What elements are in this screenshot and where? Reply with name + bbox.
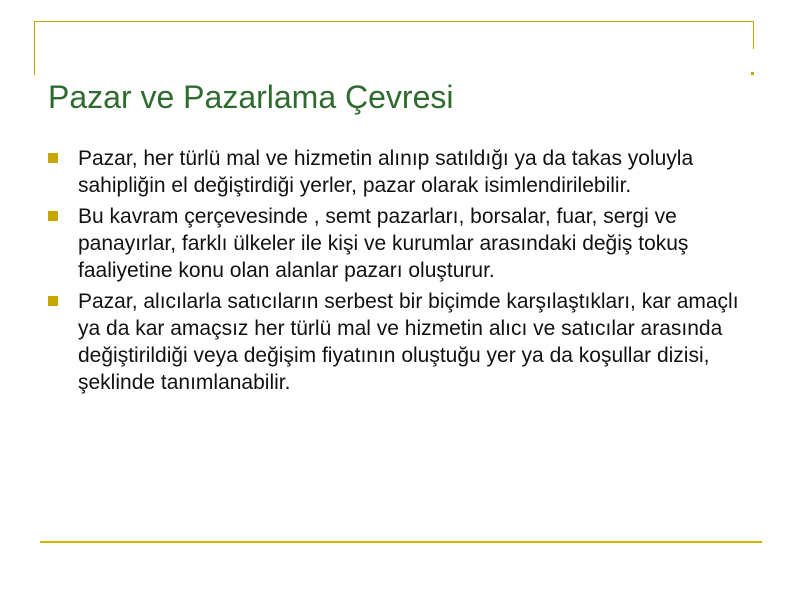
decorative-frame-top xyxy=(34,21,754,22)
bullet-text: Pazar, alıcılarla satıcıların serbest bir biçimde karşılaştıkları, kar amaçlı ya da kar amaçsız her türlü mal ve hizmetin alıcı ve satıcılar arasında değiştirildiği veya değişim fiyatının oluştuğu yer ya da koşullar dizisi, şeklinde tanımlanabilir. xyxy=(78,290,739,394)
bullet-item xyxy=(48,145,748,199)
bullet-text: Pazar, her türlü mal ve hizmetin alınıp satıldığı ya da takas yoluyla sahipliğin el değiştirdiği yerler, pazar olarak isimlendirilebilir. xyxy=(78,147,694,197)
slide-title: Pazar ve Pazarlama Çevresi xyxy=(48,79,454,115)
decorative-frame-right xyxy=(753,21,754,49)
decorative-frame-left xyxy=(34,21,35,75)
bullet-text: Bu kavram çerçevesinde , semt pazarları, borsalar, fuar, sergi ve panayırlar, farklı ülkeler ile kişi ve kurumlar arasındaki değiş tokuş faaliyetine konu olan alanlar pazarı oluşturur. xyxy=(78,205,689,282)
decorative-bottom-rule xyxy=(40,541,762,543)
square-bullet-icon xyxy=(48,296,58,306)
square-bullet-icon xyxy=(48,153,58,163)
bullet-item xyxy=(48,203,748,284)
bullet-list xyxy=(48,145,748,400)
bullet-item xyxy=(48,288,748,396)
square-bullet-icon xyxy=(48,211,58,221)
decorative-frame-dot xyxy=(751,72,754,75)
